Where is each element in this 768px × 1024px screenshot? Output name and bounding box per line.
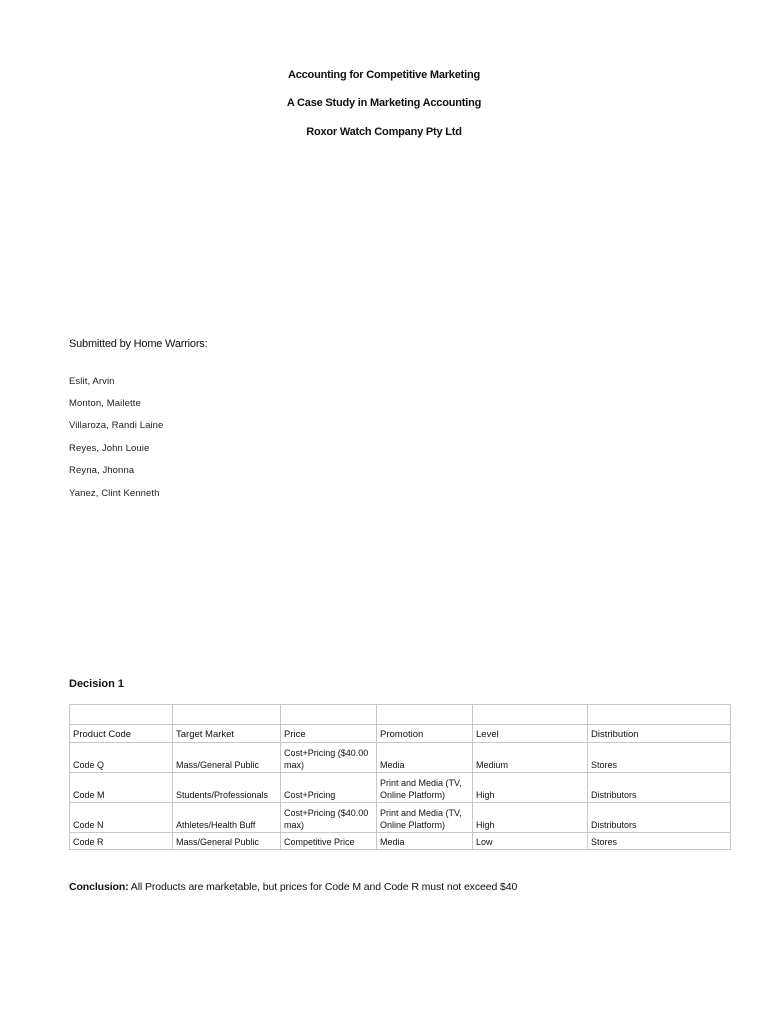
conclusion-text: All Products are marketable, but prices for Code M and Code R must not exceed $40 bbox=[128, 881, 518, 893]
document-title: Accounting for Competitive Marketing bbox=[287, 69, 481, 81]
table-row bbox=[70, 833, 731, 850]
table-cell: Mass/General Public bbox=[173, 743, 281, 773]
member-name: Reyna, Jhonna bbox=[69, 465, 135, 476]
table-cell: Media bbox=[377, 743, 473, 773]
column-header: Price bbox=[281, 725, 377, 743]
table-cell: Code M bbox=[70, 773, 173, 803]
table-cell: Cost+Pricing ($40.00 max) bbox=[281, 803, 377, 833]
table-cell: High bbox=[473, 803, 588, 833]
column-header: Level bbox=[473, 725, 588, 743]
table-cell: Print and Media (TV, Online Platform) bbox=[377, 803, 473, 833]
column-header: Target Market bbox=[173, 725, 281, 743]
table-cell: Code R bbox=[70, 833, 173, 850]
table-cell: Low bbox=[473, 833, 588, 850]
column-header: Promotion bbox=[377, 725, 473, 743]
table-cell: Cost+Pricing bbox=[281, 773, 377, 803]
table-row bbox=[70, 803, 731, 833]
table-cell: Distributors bbox=[588, 803, 731, 833]
table-cell: Distributors bbox=[588, 773, 731, 803]
table-cell: Stores bbox=[588, 743, 731, 773]
decision-heading: Decision 1 bbox=[69, 678, 125, 690]
member-name: Villaroza, Randi Laine bbox=[69, 420, 164, 431]
member-name: Reyes, John Louie bbox=[69, 443, 150, 454]
table-header-row bbox=[70, 725, 731, 743]
column-header: Product Code bbox=[70, 725, 173, 743]
table-cell: Stores bbox=[588, 833, 731, 850]
member-name: Eslit, Arvin bbox=[69, 376, 115, 387]
table-cell: High bbox=[473, 773, 588, 803]
submitted-by-label: Submitted by Home Warriors: bbox=[69, 338, 208, 350]
document-subtitle: A Case Study in Marketing Accounting bbox=[286, 97, 482, 109]
company-name: Roxor Watch Company Pty Ltd bbox=[306, 126, 462, 138]
table-blank-row bbox=[70, 705, 731, 725]
table-cell: Code N bbox=[70, 803, 173, 833]
table-cell: Cost+Pricing ($40.00 max) bbox=[281, 743, 377, 773]
marketing-decision-table bbox=[69, 704, 731, 850]
conclusion-paragraph bbox=[69, 881, 517, 893]
table-cell: Competitive Price bbox=[281, 833, 377, 850]
column-header: Distribution bbox=[588, 725, 731, 743]
table-cell: Print and Media (TV, Online Platform) bbox=[377, 773, 473, 803]
table-cell: Mass/General Public bbox=[173, 833, 281, 850]
table-cell: Students/Professionals bbox=[173, 773, 281, 803]
table-cell: Code Q bbox=[70, 743, 173, 773]
table-cell: Media bbox=[377, 833, 473, 850]
conclusion-label: Conclusion: bbox=[69, 881, 129, 893]
table-row bbox=[70, 743, 731, 773]
table-cell: Medium bbox=[473, 743, 588, 773]
member-name: Yanez, Clint Kenneth bbox=[69, 488, 160, 499]
table-row bbox=[70, 773, 731, 803]
table-cell: Athletes/Health Buff bbox=[173, 803, 281, 833]
member-name: Monton, Mailette bbox=[69, 398, 141, 409]
